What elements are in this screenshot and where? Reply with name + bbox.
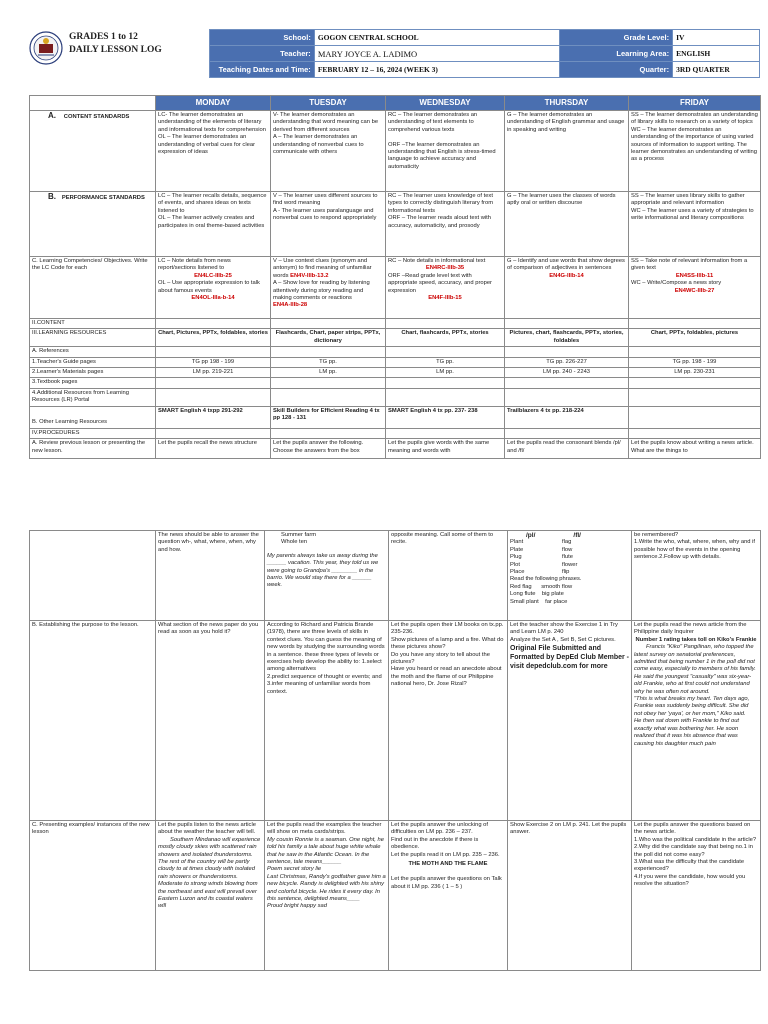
area-value: ENGLISH: [673, 46, 760, 62]
pl-word: Plate: [510, 546, 524, 553]
competency-text: V – Use context clues (synonym and antonym) to find meaning of unfamiliar words: [273, 258, 372, 279]
competency-text: ORF –Read grade level text with appropriate speed, accuracy, and proper expression: [388, 272, 492, 294]
row-examples: [30, 821, 761, 971]
competency-text: WC – Write/Compose a news story: [631, 280, 722, 287]
title-line-1: GRADES 1 to 12: [69, 32, 138, 42]
news-story: Francis "Kiko" Pangilinan, who topped the latest survey on senatorial preferences, admitted that being number 1 in the poll did not come easy, especially to members of his family. He said the youngest "casualty" was six-year-old Frankie, who at first could not understand why he was often not around. "This is what breaks my heart. Ten days ago, Frankie was suddenly being difficult. She did not obey her 'yaya', or her mom," Kiko said. He then sat down with Frankie to find out exactly what was bothering her. He soon realized that it was his absence that was causing his daughter much pain: [634, 644, 756, 747]
day-header-row: [30, 96, 761, 111]
cell-review2-mon: The news should be able to answer the question wh-, what, where, when, why and how.: [156, 531, 265, 621]
row-label-other: B. Other Learning Resources: [30, 406, 156, 428]
cell-empty: [271, 388, 386, 406]
example-text: Let the pupils listen to the news article about the weather the teacher will tell.: [158, 822, 256, 836]
row-teachers-guide: [30, 357, 761, 367]
row-label-competencies: C. Learning Competencies/ Objectives. Write the LC Code for each: [30, 257, 156, 319]
cell-review2-fri: be remembered? 1.Write the who, what, where, when, why and if possible how of the events in the opening sentence.2.Follow up with details.: [632, 531, 761, 621]
pl-word: Plot: [510, 561, 520, 568]
cell-other-mon: SMART English 4 txpp 291-292: [156, 406, 271, 428]
row-learners-materials: [30, 368, 761, 378]
blend-word-pair: [510, 539, 629, 546]
cell-examples-thu: Show Exercise 2 on LM p. 241. Let the pupils answer.: [508, 821, 632, 971]
competency-code: EN4A-IIIb-28: [273, 302, 308, 309]
cell-competencies-wed: [386, 257, 505, 319]
row-review: [30, 439, 761, 459]
row-label-text: CONTENT STANDARDS: [63, 114, 130, 120]
cell-tg-tue: TG pp.: [271, 357, 386, 367]
blend-word-list: [510, 539, 629, 576]
row-label-review: A. Review previous lesson or presenting the new lesson.: [30, 439, 156, 459]
cell-competencies-tue: [271, 257, 386, 319]
cell-lm-thu: LM pp. 240 - 2243: [505, 368, 629, 378]
row-other-resources: [30, 406, 761, 428]
anecdote-title: THE MOTH AND THE FLAME: [408, 861, 488, 868]
cell-tg-fri: TG pp. 198 - 199: [629, 357, 761, 367]
row-label-tg: 1.Teacher's Guide pages: [30, 357, 156, 367]
cell-purpose-tue: According to Richard and Patricia Brande (1978), there are three levels of skills in context clues. You can guess the meaning of new words by studying the surrounding words in a sentence. these three types of levels or exercises help develop the ability to: 1.select among alternatives 2.predict sequence of thought or events; and 3.infer meaning of unfamiliar words from context.: [265, 621, 389, 821]
cell-resources-fri: Chart, PPTx, foldables, pictures: [629, 329, 761, 347]
title-line-2: DAILY LESSON LOG: [69, 45, 162, 55]
cell-examples-wed: [389, 821, 508, 971]
row-label-content-standards: [30, 111, 156, 192]
depedclub-note: Original File Submitted and Formatted by DepEd Club Member - visit depedclub.com for more: [510, 645, 630, 671]
context-clue-examples: My cousin Ronnie is a seaman. One night, he told his family a tale about huge white whale that he saw in the Atlantic Ocean. In the sentence, tale means______ Poem secret story lie Last Christmas, Randy's godfather gave him a new bicycle. Randy is delighted with his shiny and colorful bicycle. He rides it every day. In this sentence, delighted means____ Proud bright happy sad: [267, 836, 386, 910]
dates-label: Teaching Dates and Time:: [210, 62, 315, 78]
cell-lm-tue: LM pp.: [271, 368, 386, 378]
fl-word: flag: [562, 539, 572, 546]
cell-other-tue: Skill Builders for Efficient Reading 4 tx pp 128 - 131: [271, 406, 386, 428]
cell-competencies-mon: [156, 257, 271, 319]
cell-empty: [629, 378, 761, 388]
cell-empty: [156, 378, 271, 388]
row-label-procedures: IV.PROCEDURES: [30, 428, 156, 438]
row-label-resources: III.LEARNING RESOURCES: [30, 329, 156, 347]
blend-heading-fl: /fl/: [573, 532, 581, 539]
row-purpose: [30, 621, 761, 821]
row-additional-resources: [30, 388, 761, 406]
row-letter-b: B.: [48, 192, 56, 201]
example-text: Let the pupils answer the unlocking of difficulties on LM pp. 236 – 237. Find out in the anecdote if there is obedience. Let the pupils read it on LM pp. 235 – 236.: [391, 822, 500, 858]
cell-competencies-fri: [629, 257, 761, 319]
school-label: School:: [210, 30, 315, 46]
cell-empty: [271, 378, 386, 388]
competency-text: SS – Take note of relevant information from a given text: [631, 258, 748, 272]
cell-purpose-wed: Let the pupils open their LM books on tx.pp. 235-236. Show pictures of a lamp and a fire. What do these pictures show? Do you have any story to tell about the pictures? Have you heard or read an anecdote about the moth and the flame of our Philippine national hero, Dr. Jose Rizal?: [389, 621, 508, 821]
cell-empty: [386, 319, 505, 329]
day-header-monday: MONDAY: [156, 96, 271, 111]
cell-empty: [386, 428, 505, 438]
row-performance-standards: [30, 192, 761, 257]
quarter-label: Quarter:: [560, 62, 673, 78]
example-text: Let the pupils answer the questions on Talk about it LM pp. 236 ( 1 – 5 ): [391, 876, 502, 890]
cell-content-mon: LC- The learner demonstrates an understanding of the elements of literary and informational texts for comprehension OL – The learner demonstrates an understanding of verbal cues for clear expression of ideas: [156, 111, 271, 192]
competency-code: EN4G-IIIb-14: [549, 272, 584, 279]
row-textbook: [30, 378, 761, 388]
cell-content-tue: V- The learner demonstrates an understanding that word meaning can be derived from different sources A – The learner demonstrates an understanding of nonverbal cues to communicate with others: [271, 111, 386, 192]
cell-empty: [505, 319, 629, 329]
blend-word-pair: [510, 562, 629, 569]
cell-review-tue: Let the pupils answer the following. Choose the answers from the box: [271, 439, 386, 459]
grade-value: IV: [673, 30, 760, 46]
competency-code: EN4LC-IIIb-25: [194, 272, 232, 279]
phrase-item: Red flag smooth flow: [510, 583, 573, 590]
header-info-grid: [209, 29, 760, 78]
cell-competencies-thu: [505, 257, 629, 319]
cell-content-thu: G – The learner demonstrates an understanding of English grammar and usage in speaking and writing: [505, 111, 629, 192]
cell-empty: [156, 428, 271, 438]
row-label-purpose: B. Establishing the purpose to the lesson.: [30, 621, 156, 821]
area-label: Learning Area:: [560, 46, 673, 62]
cell-content-wed: RC – The learner demonstrates an understanding of text elements to comprehend various texts ORF –The learner demonstrates an understanding that English is stress-timed language to achieve accuracy and automaticity: [386, 111, 505, 192]
cell-review2-thu: [508, 531, 632, 621]
lesson-log-table: [29, 95, 761, 459]
cell-empty: [156, 347, 271, 357]
cell-empty: [505, 388, 629, 406]
cell-empty: [386, 347, 505, 357]
cell-empty: [386, 388, 505, 406]
row-label-references: A. References: [30, 347, 156, 357]
row-procedures: [30, 428, 761, 438]
row-label-additional: 4.Additional Resources from Learning Resources (LR) Portal: [30, 388, 156, 406]
fl-word: flute: [562, 554, 573, 561]
row-content: [30, 319, 761, 329]
day-header-thursday: THURSDAY: [505, 96, 629, 111]
cell-empty: [505, 378, 629, 388]
competency-code: EN4F-IIIb-15: [428, 295, 462, 302]
cell-performance-tue: V – The learner uses different sources to find word meaning A - The learner uses paralanguage and nonverbal cues to respond appropriately: [271, 192, 386, 257]
cell-resources-mon: Chart, Pictures, PPTx, foldables, stories: [156, 329, 271, 347]
cell-empty: [386, 378, 505, 388]
row-label-text: PERFORMANCE STANDARDS: [61, 195, 145, 201]
cell-tg-mon: TG pp 198 - 199: [156, 357, 271, 367]
competency-text: RC – Note details in informational text: [388, 258, 486, 264]
blend-word-pair: [510, 547, 629, 554]
cell-purpose-mon: What section of the news paper do you read as soon as you hold it?: [156, 621, 265, 821]
corner-cell: [30, 96, 156, 111]
fl-word: flip: [562, 569, 570, 576]
cell-other-thu: Trailblazers 4 tx pp. 218-224: [505, 406, 629, 428]
teacher-label: Teacher:: [210, 46, 315, 62]
competency-text: LC – Note details from news report/sections listened to: [158, 258, 231, 272]
cell-performance-wed: RC – The learner uses knowledge of text types to correctly distinguish literary from informational texts ORF – The learner reads aloud text with accuracy, automaticity, and prosody: [386, 192, 505, 257]
cell-empty: [271, 347, 386, 357]
cell-review2-wed: opposite meaning. Call some of them to recite.: [389, 531, 508, 621]
weather-news: Southern Mindanao will experience mostly cloudy skies with scattered rain showers and isolated thunderstorms. The rest of the country will be partly cloudy to at times cloudy with isolated rain showers or thunderstorms. Moderate to strong winds blowing from the northeast and east will prevail over Eastern Luzon and its coastal waters will: [158, 836, 261, 910]
phrase-list: [510, 584, 629, 606]
competency-code: EN4WC-IIIb-27: [674, 287, 715, 294]
cell-performance-fri: SS – The learner uses library skills to gather appropriate and relevant information WC – The learner uses a variety of strategies to write informational and literary compositions: [629, 192, 761, 257]
row-resources: [30, 329, 761, 347]
cell-empty: [271, 319, 386, 329]
row-content-standards: [30, 111, 761, 192]
dates-value: FEBRUARY 12 – 16, 2024 (WEEK 3): [314, 62, 559, 78]
cell-purpose-fri: [632, 621, 761, 821]
grade-label: Grade Level:: [560, 30, 673, 46]
cell-empty: [629, 388, 761, 406]
pl-word: Plug: [510, 554, 522, 561]
competency-text: OL – Use appropriate expression to talk about famous events: [158, 280, 260, 294]
news-title: Number 1 rating takes toll on Kiko's Frankie: [635, 636, 757, 643]
deped-seal-icon: [29, 31, 63, 65]
page-gap: [0, 470, 768, 522]
quarter-value: 3RD QUARTER: [673, 62, 760, 78]
cell-empty: [629, 406, 761, 428]
cell-examples-tue: [265, 821, 389, 971]
cell-empty: [156, 319, 271, 329]
cell-tg-wed: TG pp.: [386, 357, 505, 367]
lesson-log-table-continued: [29, 530, 761, 971]
cell-examples-mon: [156, 821, 265, 971]
school-value: GOGON CENTRAL SCHOOL: [314, 30, 559, 46]
teacher-value: MARY JOYCE A. LADIMO: [314, 46, 559, 62]
fill-in-story: My parents always take us away during the ______ vacation. This year, they told us we were going to Grandpa's ________ in the barrio. We would stay there for a ______ week.: [267, 552, 379, 589]
example-text: Let the pupils read the examples the teacher will show on meta cards/strips.: [267, 822, 382, 836]
competency-code: EN4SS-IIIb-11: [675, 272, 714, 279]
row-label-examples: C. Presenting examples/ instances of the new lesson: [30, 821, 156, 971]
row-references: [30, 347, 761, 357]
row-label-lm: 2.Learner's Materials pages: [30, 368, 156, 378]
cell-empty: [629, 347, 761, 357]
cell-empty: [30, 531, 156, 621]
day-header-wednesday: WEDNESDAY: [386, 96, 505, 111]
cell-lm-wed: LM pp.: [386, 368, 505, 378]
day-header-friday: FRIDAY: [629, 96, 761, 111]
cell-lm-mon: LM pp. 219-221: [156, 368, 271, 378]
blend-word-pair: [510, 554, 629, 561]
competency-code: EN4RC-IIIb-35: [425, 265, 465, 272]
cell-empty: [156, 388, 271, 406]
competency-code: EN4OL-IIIa-b-14: [191, 295, 235, 302]
row-competencies: [30, 257, 761, 319]
pl-word: Place: [510, 569, 525, 576]
cell-review-mon: Let the pupils recall the news structure: [156, 439, 271, 459]
cell-resources-thu: Pictures, chart, flashcards, PPTx, stories, foldables: [505, 329, 629, 347]
fl-word: flower: [562, 561, 578, 568]
cell-purpose-thu: [508, 621, 632, 821]
cell-review2-tue: [265, 531, 389, 621]
cell-lm-fri: LM pp. 230-231: [629, 368, 761, 378]
cell-content-fri: SS – The learner demonstrates an understanding of library skills to research on a variety of topics WC – The learner demonstrates an understanding of the importance of using varied sources of information to support writing. The learner demonstrates an understanding of writing as a process: [629, 111, 761, 192]
phrase-item: Long flute big plate: [510, 591, 564, 598]
cell-empty: [271, 428, 386, 438]
cell-empty: [629, 319, 761, 329]
row-label-textbook: 3.Textbook pages: [30, 378, 156, 388]
cell-tg-thu: TG pp. 226-227: [505, 357, 629, 367]
blend-heading-pl: /pl/: [526, 532, 536, 539]
lesson-log-header: [29, 29, 760, 79]
cell-review-thu: Let the pupils read the consonant blends /pl/ and /fl/: [505, 439, 629, 459]
lesson-log-title: [69, 31, 162, 57]
phrases-label: Read the following phrases.: [510, 576, 582, 583]
cell-examples-fri: Let the pupils answer the questions based on the news article. 1.Who was the political candidate in the article? 2.Why did the candidate say that being no.1 in the poll did not come easy? 3.What was the difficulty that the candidate experienced? 4.If you were the candidate, how would you resolve the situation?: [632, 821, 761, 971]
row-label-content: II.CONTENT: [30, 319, 156, 329]
fl-word: flow: [562, 546, 573, 553]
purpose-text: Let the teacher show the Exercise 1 in Try and Learn LM p. 240 Analyze the Set A , Set B, Set C pictures.: [510, 622, 618, 643]
competency-text: G – Identify and use words that show degrees of comparison of adjectives in sentences: [507, 258, 625, 272]
lesson-log-page-2: [0, 522, 768, 1024]
cell-other-wed: SMART English 4 tx pp. 237- 238: [386, 406, 505, 428]
competency-code: EN4V-IIIb-13.2: [290, 272, 329, 279]
cell-performance-thu: G – The learner uses the classes of words aptly oral or written discourse: [505, 192, 629, 257]
cell-review-wed: Let the pupils give words with the same meaning and words with: [386, 439, 505, 459]
cell-performance-mon: LC – The learner recalls details, sequence of events, and shares ideas on texts listened to OL – The learner actively creates and participates in oral theme-based activities: [156, 192, 271, 257]
cell-review-fri: Let the pupils know about writing a news article. What are the things to: [629, 439, 761, 459]
cell-empty: [505, 428, 629, 438]
row-label-performance-standards: [30, 192, 156, 257]
pl-word: Plant: [510, 539, 524, 546]
row-review-continued: [30, 531, 761, 621]
lesson-log-page-1: [0, 0, 768, 470]
day-header-tuesday: TUESDAY: [271, 96, 386, 111]
cell-empty: [505, 347, 629, 357]
phrase-item: Small plant far place: [510, 598, 568, 605]
blend-word-pair: [510, 569, 629, 576]
cell-empty: [629, 428, 761, 438]
cell-resources-tue: Flashcards, Chart, paper strips, PPTx, dictionary: [271, 329, 386, 347]
competency-text: A – Show love for reading by listening attentively during story reading and making comments or reactions: [273, 280, 370, 302]
row-letter-a: A.: [48, 111, 56, 120]
purpose-text: Let the pupils read the news article from the Philippine daily Inquirer: [634, 622, 747, 636]
word-box: Summer farm Whole ten: [281, 532, 317, 546]
cell-resources-wed: Chart, flashcards, PPTx, stories: [386, 329, 505, 347]
